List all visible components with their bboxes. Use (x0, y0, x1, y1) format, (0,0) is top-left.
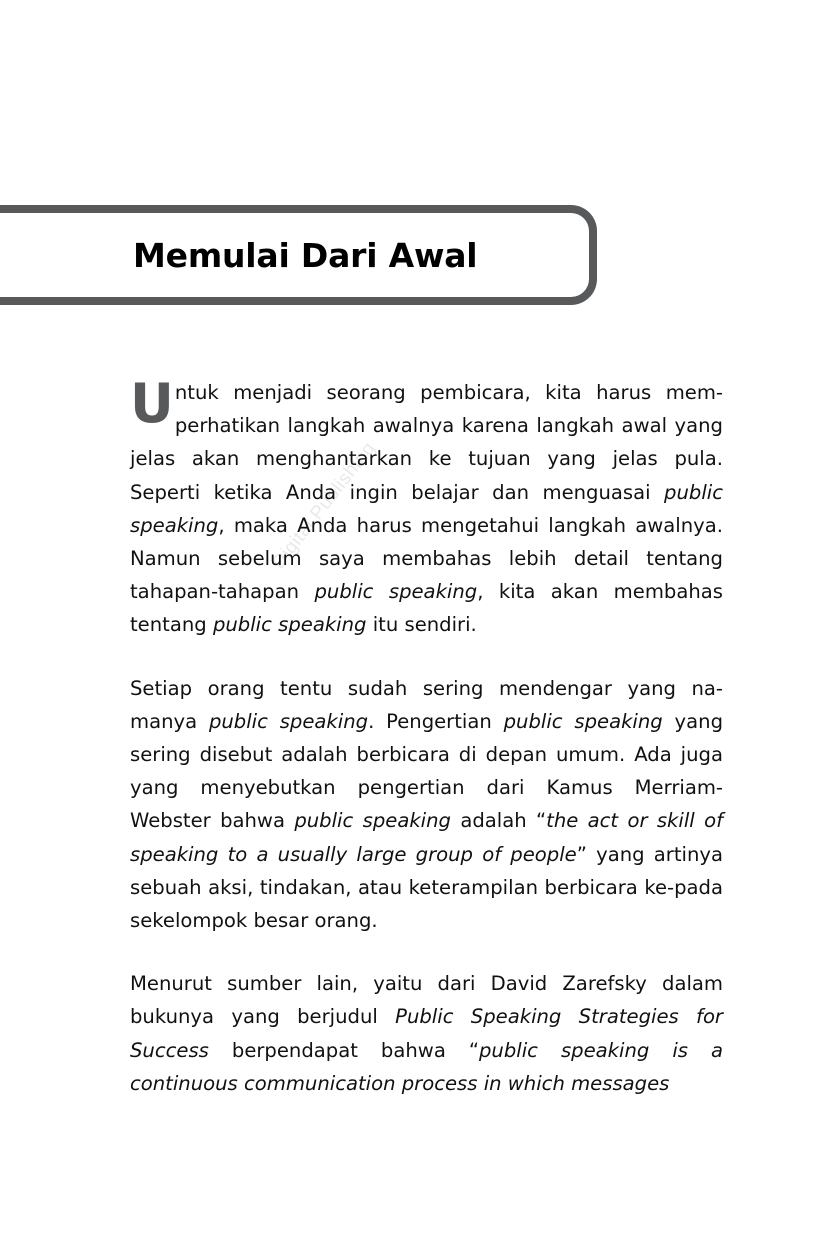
chapter-title: Memulai Dari Awal (133, 235, 478, 275)
paragraph-3-content (130, 972, 723, 1095)
italic-run: public speaking (208, 709, 369, 733)
text-run: ” yang artinya sebuah aksi, tindakan, atau keterampilan berbicara ke-pada sekelompok besar orang. (130, 842, 723, 933)
paragraph-2 (130, 672, 723, 938)
text-run: adalah “ (450, 809, 547, 833)
text-run: itu sendiri. (366, 613, 477, 637)
italic-run: Public Speaking Strategies for Success (130, 1005, 723, 1062)
italic-run: public speaking (503, 709, 663, 733)
watermark-text: Digital Publishing (268, 438, 380, 573)
chapter-title-banner (0, 205, 597, 305)
text-run: , kita akan membahas tentang (130, 580, 723, 637)
paragraph-1 (130, 372, 723, 642)
paragraph-1-content (130, 381, 723, 636)
text-run: , maka Anda harus mengetahui langkah awalnya. Namun sebelum saya membahas lebih detail tentang tahapan-tahapan (130, 513, 723, 604)
italic-run: public speaking (130, 480, 723, 537)
body-text-column (130, 372, 724, 1100)
italic-run: public speaking (314, 580, 478, 604)
italic-run: the act or skill of speaking to a usually large group of people (130, 809, 723, 866)
text-run: Menurut sumber lain, yaitu dari David Zarefsky dalam bukunya yang berjudul (130, 972, 723, 1029)
text-run: Setiap orang tentu sudah sering mendengar yang na-manya (130, 676, 723, 733)
italic-run: public speaking (212, 613, 367, 637)
text-run: ntuk menjadi seorang pembicara, kita harus mem-perhatikan langkah awalnya karena langkah awal yang jelas akan menghantarkan ke tujuan yang jelas pula. Seperti ketika Anda ingin belajar dan menguasai (130, 381, 723, 504)
paragraph-2-content (130, 677, 723, 932)
drop-cap: U (130, 372, 174, 435)
paragraph-3 (130, 967, 723, 1100)
text-run: yang sering disebut adalah berbicara di depan umum. Ada juga yang menyebutkan pengertian dari Kamus Merriam-Webster bahwa (130, 709, 724, 833)
italic-run: public speaking is a continuous communication process in which messages (130, 1038, 724, 1095)
italic-run: public speaking (294, 809, 451, 833)
text-run: berpendapat bahwa “ (208, 1038, 479, 1062)
text-run: . Pengertian (368, 709, 504, 733)
